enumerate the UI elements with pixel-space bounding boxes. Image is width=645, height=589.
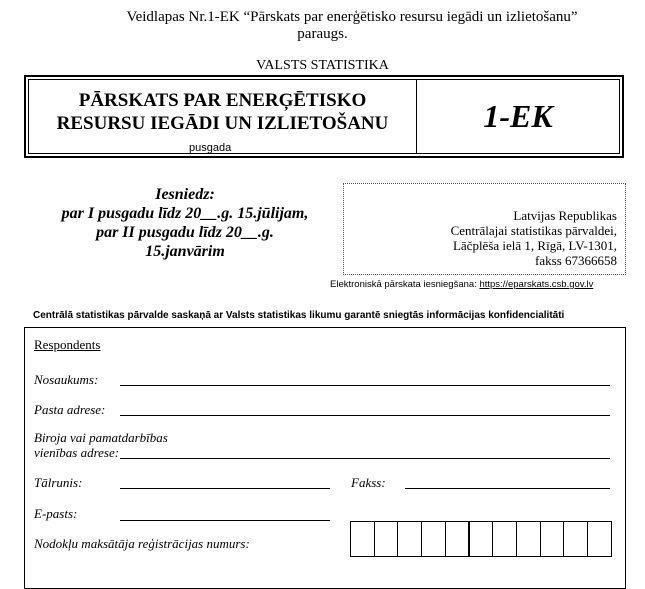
name-field[interactable] — [120, 385, 610, 386]
email-field[interactable] — [120, 520, 330, 521]
confidentiality-note: Centrālā statistikas pārvalde saskaņā ar Valsts statistikas likumu garantē sniegtās informācijas konfidencialitāti — [33, 310, 565, 321]
report-period: pusgada — [189, 142, 232, 154]
tax-number-digit-cell[interactable] — [350, 521, 375, 557]
postal-address-field[interactable] — [120, 415, 610, 416]
electronic-submission-link[interactable]: https://eparskats.csb.gov.lv — [479, 279, 594, 290]
email-label: E-pasts: — [34, 506, 78, 521]
postal-address-label: Pasta adrese: — [34, 402, 106, 417]
address-line-3: Lāčplēša ielā 1, Rīgā, LV-1301, — [452, 238, 617, 253]
report-title — [29, 89, 416, 135]
respondent-heading: Respondents — [34, 337, 101, 352]
agency-label: VALSTS STATISTIKA — [256, 58, 389, 73]
tax-number-digit-cell[interactable] — [469, 521, 494, 557]
phone-label: Tālrunis: — [34, 475, 83, 490]
submit-heading: Iesniedz: — [155, 186, 215, 203]
electronic-submission — [330, 279, 593, 290]
submission-deadlines — [40, 185, 330, 261]
fax-field[interactable] — [405, 488, 610, 489]
office-address-field[interactable] — [120, 458, 610, 459]
tax-number-digit-cell[interactable] — [445, 521, 470, 557]
fax-label: Fakss: — [351, 475, 386, 490]
submit-deadline-1: par I pusgadu līdz 20__.g. 15.jūlijam, — [61, 205, 309, 222]
title-inner-frame — [28, 79, 620, 154]
form-sample-label: paraugs. — [297, 26, 348, 42]
tax-number-digit-cell[interactable] — [516, 521, 541, 557]
tax-number-label: Nodokļu maksātāja reģistrācijas numurs: — [34, 536, 250, 551]
report-title-line-2: RESURSU IEGĀDI UN IZLIETOŠANU — [56, 113, 389, 134]
tax-number-digit-cell[interactable] — [540, 521, 565, 557]
tax-number-digit-cell[interactable] — [492, 521, 517, 557]
submit-deadline-2: par II pusgadu līdz 20__.g. — [96, 224, 274, 241]
tax-number-digit-cell[interactable] — [587, 521, 612, 557]
address-line-4: fakss 67366658 — [535, 253, 617, 268]
address-line-1: Latvijas Republikas — [513, 208, 617, 223]
recipient-address-box — [343, 183, 626, 275]
office-address-label-1: Biroja vai pamatdarbības — [34, 430, 168, 445]
office-address-label-2: vienības adrese: — [34, 445, 120, 460]
tax-number-digit-cell[interactable] — [563, 521, 588, 557]
title-box — [24, 75, 624, 158]
form-code: 1-EK — [483, 98, 553, 134]
phone-field[interactable] — [120, 488, 330, 489]
tax-number-digit-cell[interactable] — [374, 521, 399, 557]
tax-number-digit-cell[interactable] — [421, 521, 446, 557]
address-line-2: Centrālajai statistikas pārvaldei, — [450, 223, 617, 238]
report-title-line-1: PĀRSKATS PAR ENERĢĒTISKO — [78, 90, 367, 111]
form-caption: Veidlapas Nr.1-EK “Pārskats par enerģētisko resursu iegādi un izlietošanu” — [126, 9, 578, 25]
submit-deadline-3: 15.janvārim — [145, 243, 225, 260]
electronic-submission-label: Elektroniskā pārskata iesniegšana: — [330, 279, 480, 290]
name-label: Nosaukums: — [34, 372, 99, 387]
tax-number-digit-cell[interactable] — [397, 521, 422, 557]
recipient-address — [451, 208, 617, 268]
respondent-section — [24, 327, 626, 589]
